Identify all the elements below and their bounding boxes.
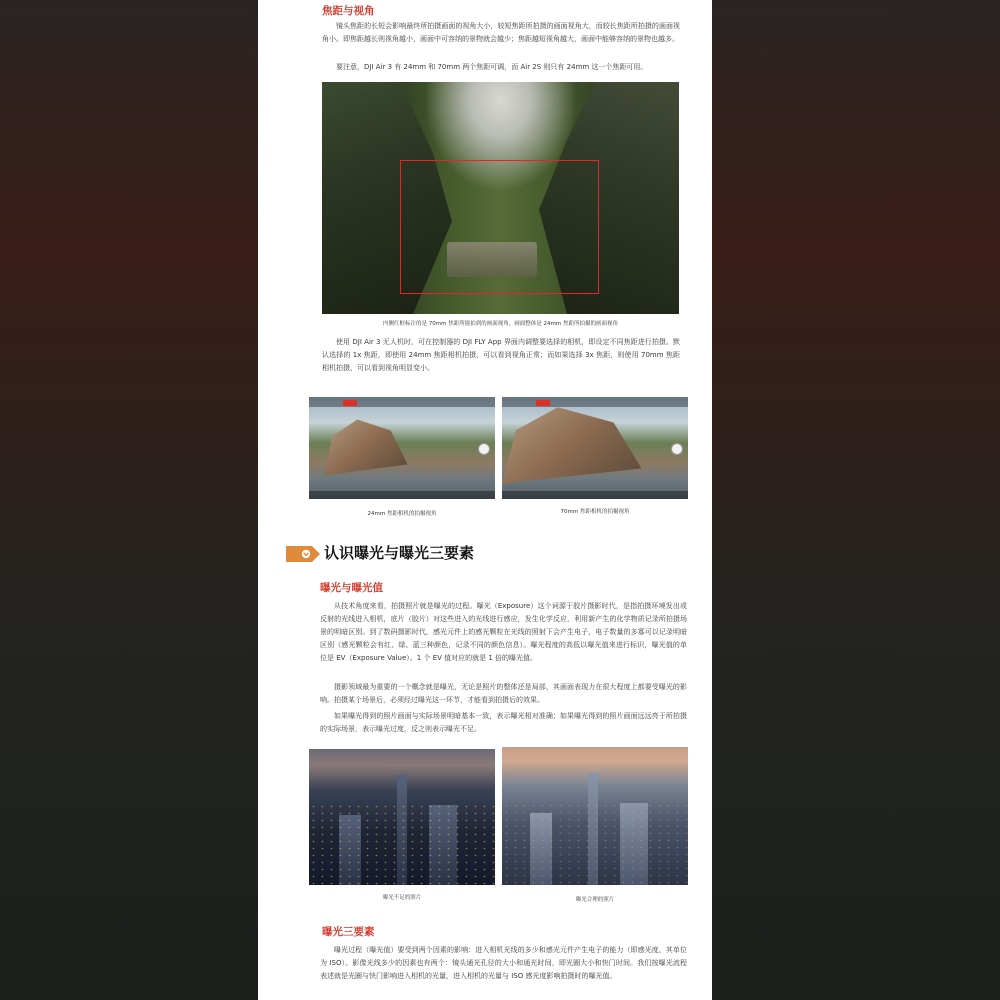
section-arrow-icon: [286, 545, 322, 563]
paragraph-exposure-2: 摄影领域最为重要的一个概念就是曝光，无论是照片的整体还是局部，其画面表现力在很大程度上都要受曝光的影响。拍摄某个场景后，必须经过曝光这一环节，才能看到拍摄后的效果。: [320, 683, 687, 704]
heading-exposure-value: 曝光与曝光值: [320, 582, 383, 594]
document-page[interactable]: [258, 0, 712, 1000]
paragraph-focal-2: 要注意，DJI Air 3 有 24mm 和 70mm 两个焦距可调，而 Air 2S 则只有 24mm 这一个焦距可用。: [336, 63, 648, 71]
canyon-caption: 内侧红框标注的是 70mm 焦距所能拍到的画面视角，画面整体是 24mm 焦距所拍摄的画面视角: [383, 321, 618, 327]
city-photo-underexposed: [309, 749, 495, 885]
shutter-button-icon: [478, 443, 490, 455]
city-photo-correct-exposure: [502, 747, 688, 885]
heading-exposure-three-elements: 曝光三要素: [322, 926, 375, 938]
caption-correct-exposure: 曝光合理的照片: [575, 897, 615, 903]
app-screenshot-24mm: [309, 397, 495, 499]
heading-focal-length: 焦距与视角: [322, 5, 375, 17]
paragraph-exposure-1: 从技术角度来看，拍摄照片就是曝光的过程。曝光（Exposure）这个词源于胶片摄影时代，是指拍摄环境发出或反射的光线进入相机，底片（胶片）对这些进入的光线进行感应，发生化学反应，利用新产生的化学物质记录所拍摄场景的明暗区别。到了数码摄影时代，感光元件上的感光颗粒在光线的照射下会产生电子，电子数量的多寡可以记录明暗区别（感光颗粒会有红、绿、蓝三种颜色，记录不同的颜色信息）。曝光程度的高低以曝光值来进行标识，曝光值的单位是 EV（Exposure Value）。1 个 EV 值对应的就是 1 倍的曝光值。: [320, 602, 687, 662]
app-bottom-bar: [309, 491, 495, 499]
canyon-photo: [322, 82, 679, 314]
paragraph-dji-fly: 使用 DJI Air 3 无人机时，可在控制器的 DJI FLY App 界面内调整要选择的相机，即设定不同焦距进行拍摄。默认选择的 1x 焦距，即使用 24mm 焦距相机拍摄，可以看到视角正常；而如果选择 3x 焦距，则使用 70mm 焦距相机拍摄，可以看到视角明显变小。: [322, 338, 680, 372]
paragraph-three-elements: 曝光过程（曝光值）要受到两个因素的影响：进入相机光线的多少和感光元件产生电子的能力（即感光度，其单位为 ISO）。影像光线多少的因素也有两个：镜头通光孔径的大小和通光时间，即光圈大小和快门时间。我们按曝光流程表述就是光圈与快门影响进入相机的光量，进入相机的光量与 ISO 感光度影响拍摄时的曝光值。: [320, 946, 687, 980]
city-lights: [309, 803, 495, 885]
city-lights: [502, 802, 688, 885]
shutter-button-icon: [671, 443, 683, 455]
paragraph-exposure-3: 如果曝光得到的照片画面与实际场景明暗基本一致，表示曝光相对准确；如果曝光得到的照片画面远远亮于所拍摄的实际场景，表示曝光过度，反之则表示曝光不足。: [320, 712, 687, 733]
app-top-bar: [502, 397, 688, 407]
left-background: [0, 0, 258, 1000]
app-top-bar: [309, 397, 495, 407]
rock-formation: [324, 419, 408, 475]
rock-formation: [502, 407, 642, 484]
right-background: [712, 0, 1000, 1000]
record-badge: [343, 400, 357, 406]
app-bottom-bar: [502, 491, 688, 499]
red-frame-70mm: [400, 160, 599, 294]
caption-24mm: 24mm 焦距相机的拍摄视角: [367, 511, 437, 517]
caption-underexposed: 曝光不足的照片: [382, 895, 422, 901]
section-title-exposure: 认识曝光与曝光三要素: [324, 544, 475, 562]
paragraph-focal-1: 镜头焦距的长短会影响最终所拍摄画面的视角大小，较短焦距所拍摄的画面视角大，而较长焦距所拍摄的画面视角小。即焦距越长则视角越小，画面中可容纳的景物就会越少；焦距越短视角越大，画面中能够容纳的景物也越多。: [322, 22, 680, 43]
caption-70mm: 70mm 焦距相机的拍摄视角: [560, 509, 630, 515]
app-screenshot-70mm: [502, 397, 688, 499]
record-badge: [536, 400, 550, 406]
